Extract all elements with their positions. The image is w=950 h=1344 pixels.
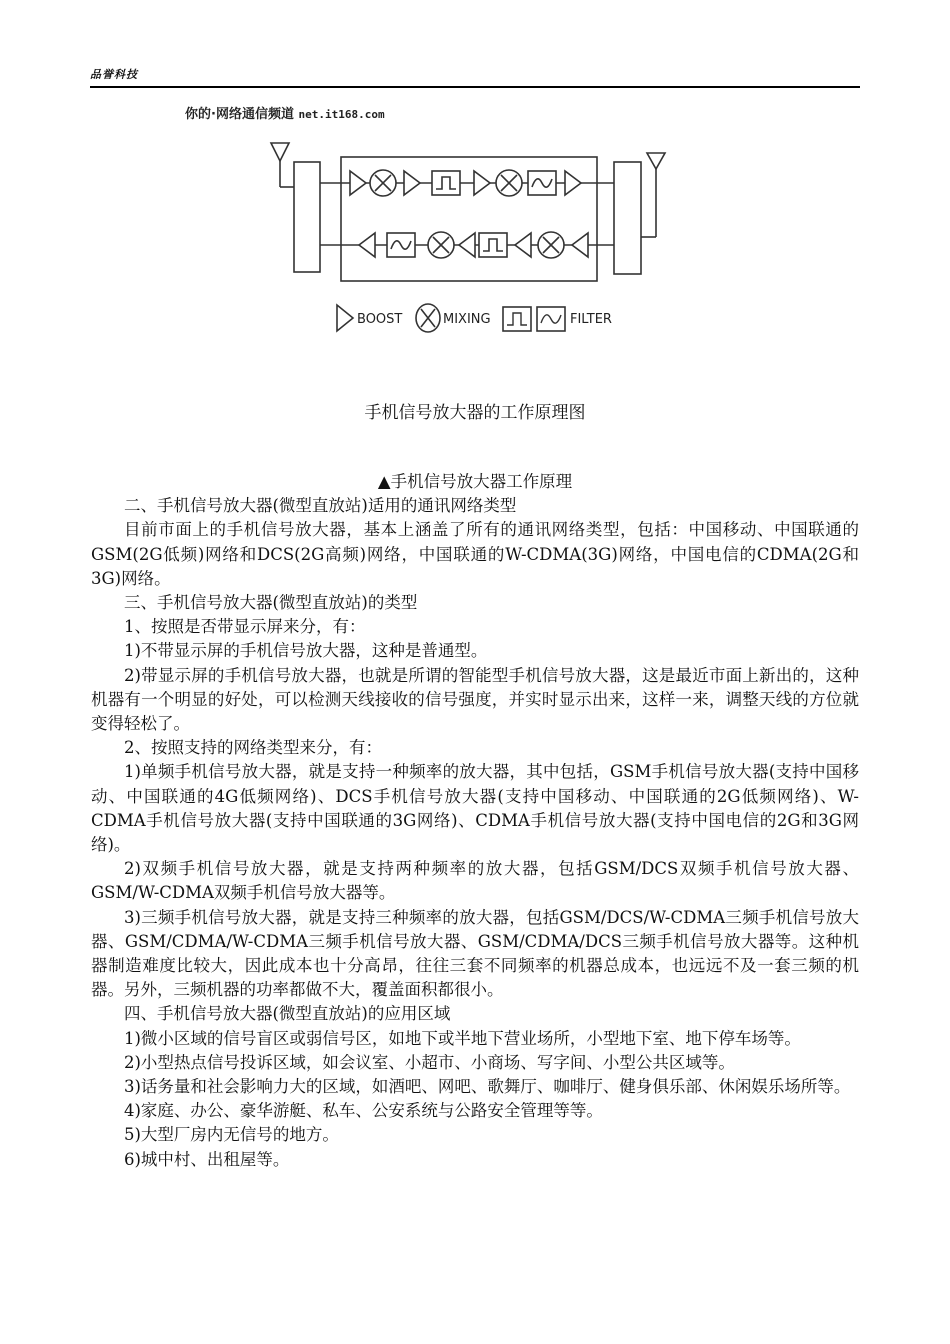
paragraph: 5)大型厂房内无信号的地方。 <box>124 1125 339 1145</box>
bandpass-filter-icon <box>479 233 507 257</box>
paragraph: 1)微小区域的信号盲区或弱信号区，如地下或半地下营业场所，小型地下室、地下停车场等。 <box>124 1028 801 1048</box>
right-duplexer <box>614 162 641 274</box>
boost-icon <box>572 233 588 257</box>
legend-filter-label: FILTER <box>570 312 612 327</box>
legend-boost-label: BOOST <box>357 312 403 327</box>
section-heading-2: 二、手机信号放大器(微型直放站)适用的通讯网络类型 <box>124 496 517 516</box>
paragraph: 目前市面上的手机信号放大器，基本上涵盖了所有的通讯网络类型，包括：中国移动、中国联通的GSM(2G低频)网络和DCS(2G高频)网络，中国联通的W-CDMA(3G)网络，中国电信的CDMA(2G和3G)网络。 <box>91 520 859 588</box>
watermark-site: 你的·网络通信频道 <box>185 107 294 122</box>
section-heading-4: 四、手机信号放大器(微型直放站)的应用区域 <box>124 1004 451 1024</box>
paragraph: 2)带显示屏的手机信号放大器，也就是所谓的智能型手机信号放大器，这是最近市面上新出的，这种机器有一个明显的好处，可以检测天线接收的信号强度，并实时显示出来，这样一来，调整天线的方位就变得轻松了。 <box>91 665 859 734</box>
figure-watermark <box>185 103 385 122</box>
paragraph: 6)城中村、出租屋等。 <box>124 1149 290 1169</box>
paragraph: 2)双频手机信号放大器，就是支持两种频率的放大器，包括GSM/DCS双频手机信号放大器、GSM/W-CDMA双频手机信号放大器等。 <box>91 859 859 903</box>
boost-icon <box>359 233 375 257</box>
paragraph: 2、按照支持的网络类型来分，有： <box>124 738 382 758</box>
left-duplexer <box>294 162 320 272</box>
page-header <box>90 66 860 88</box>
boost-icon <box>350 171 366 195</box>
diagram-legend <box>337 304 612 332</box>
article-body <box>91 470 859 1172</box>
paragraph: 1、按照是否带显示屏来分，有： <box>124 617 366 637</box>
watermark-url: net.it168.com <box>298 108 385 121</box>
figure-caption: 手机信号放大器的工作原理图 <box>364 403 586 423</box>
bandpass-filter-icon <box>432 171 460 195</box>
boost-icon <box>404 171 420 195</box>
left-antenna-icon <box>271 143 289 187</box>
boost-icon <box>474 171 490 195</box>
amplifier-block-diagram <box>185 127 680 347</box>
legend-mixing-label: MIXING <box>443 312 491 327</box>
boost-icon <box>565 171 581 195</box>
paragraph: 2)小型热点信号投诉区域，如会议室、小超市、小商场、写字间、小型公共区域等。 <box>124 1052 735 1072</box>
paragraph: 1)不带显示屏的手机信号放大器，这种是普通型。 <box>124 641 488 661</box>
principle-figure <box>185 103 680 348</box>
boost-icon <box>515 233 531 257</box>
paragraph: 4)家庭、办公、豪华游艇、私车、公安系统与公路安全管理等等。 <box>124 1101 603 1121</box>
paragraph: 3)话务量和社会影响力大的区域，如酒吧、网吧、歌舞厅、咖啡厅、健身俱乐部、休闲娱乐场所等。 <box>124 1077 851 1097</box>
right-antenna-icon <box>641 153 665 237</box>
legend-bandpass-icon <box>503 307 531 331</box>
boost-icon <box>459 233 475 257</box>
section-heading-3: 三、手机信号放大器(微型直放站)的类型 <box>124 593 418 613</box>
downlink-chain <box>359 232 588 258</box>
sub-caption: ▲手机信号放大器工作原理 <box>377 472 573 491</box>
legend-boost-icon <box>337 305 353 331</box>
paragraph: 3)三频手机信号放大器，就是支持三种频率的放大器，包括GSM/DCS/W-CDMA三频手机信号放大器、GSM/CDMA/W-CDMA三频手机信号放大器、GSM/CDMA/DCS三频手机信号放大器等。这种机器制造难度比较大，因此成本也十分高昂，往往三套不同频率的机器总成本，也远远不及一套三频的机器。另外，三频机器的功率都做不大，覆盖面积都很小。 <box>91 907 859 1000</box>
header-brand: 品誉科技 <box>90 68 138 81</box>
paragraph: 1)单频手机信号放大器，就是支持一种频率的放大器，其中包括，GSM手机信号放大器(支持中国移动、中国联通的4G低频网络)、DCS手机信号放大器(支持中国移动、中国联通的2G低频网络)、W-CDMA手机信号放大器(支持中国联通的3G网络)、CDMA手机信号放大器(支持中国电信的2G和3G网络)。 <box>91 762 859 855</box>
